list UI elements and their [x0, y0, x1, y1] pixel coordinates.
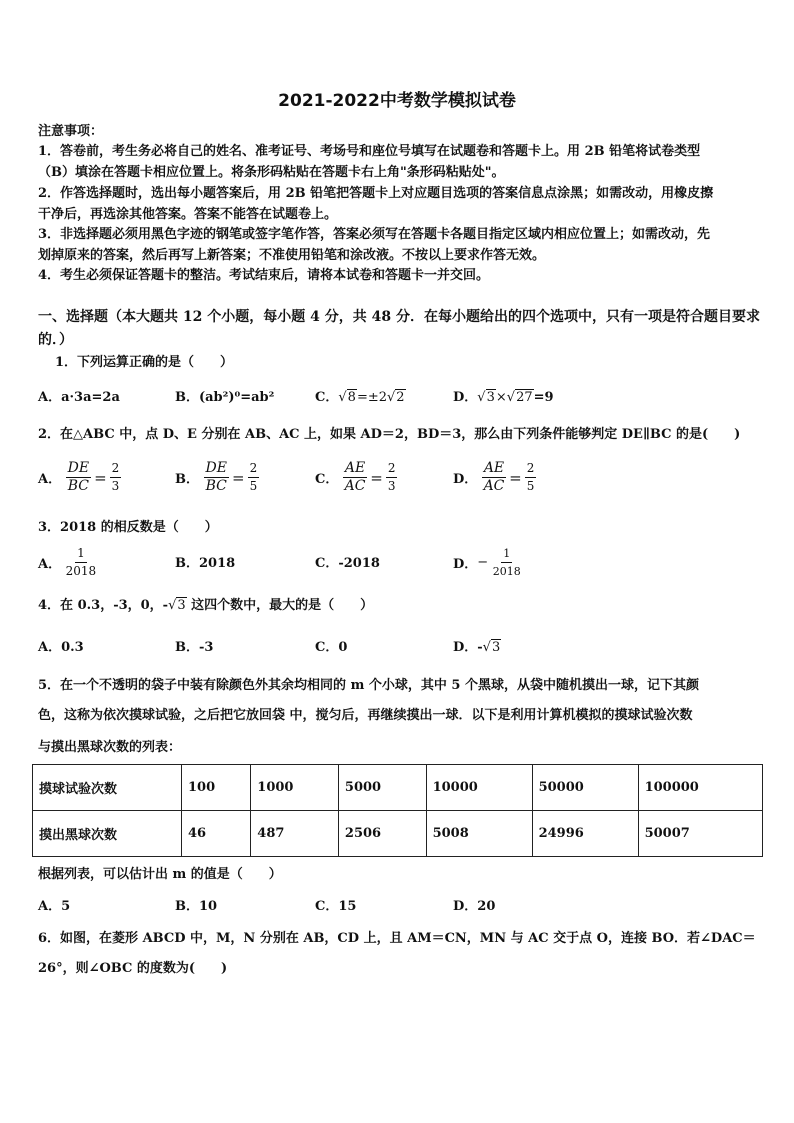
q1-option-b: B．(ab²)⁰=ab² — [175, 390, 275, 405]
table-cell: 摸出黑球次数 — [33, 811, 182, 857]
q5-option-a: A．5 — [38, 899, 71, 914]
question-6-line: 26°，则∠OBC 的度数为( ) — [38, 961, 228, 976]
table-cell: 46 — [182, 811, 251, 857]
table-cell: 5000 — [338, 765, 426, 811]
q4-option-b: B．-3 — [175, 640, 214, 655]
sqrt-sign: √3 — [168, 598, 186, 613]
q1-option-d: D．√3×√27=9 — [453, 388, 554, 408]
sqrt-sign: √2 — [387, 390, 405, 405]
q3-option-d: D．− $\frac{1}{2018}$ — [453, 547, 521, 578]
table-cell: 摸球试验次数 — [33, 765, 182, 811]
notice-heading: 注意事项： — [38, 124, 104, 139]
notice-line: 划掉原来的答案，然后再写上新答案；不准使用铅笔和涂改液。不按以上要求作答无效。 — [38, 248, 546, 263]
notice-line: 4．考生必须保证答题卡的整洁。考试结束后，请将本试卷和答题卡一并交回。 — [38, 268, 490, 283]
table-cell: 100 — [182, 765, 251, 811]
notice-line: 1．答卷前，考生务必将自己的姓名、准考证号、考场号和座位号填写在试题卷和答题卡上。用 2B 铅笔将试卷类型 — [38, 144, 701, 159]
q1-option-a: A．a·3a=2a — [38, 390, 120, 405]
table-cell: 24996 — [532, 811, 638, 857]
table-cell: 50000 — [532, 765, 638, 811]
q4-option-d: D．-√3 — [453, 638, 501, 658]
trial-table — [32, 764, 763, 857]
q2-option-a: A． $\frac{DE}{BC}$ = $\frac{2}{3}$ — [38, 460, 120, 494]
q2-option-d: D． $\frac{AE}{AC}$ = $\frac{2}{5}$ — [453, 460, 535, 494]
table-cell: 100000 — [638, 765, 762, 811]
table-row — [33, 765, 763, 811]
question-2-stem: 2．在△ABC 中，点 D、E 分别在 AB、AC 上，如果 AD＝2，BD＝3，那么由下列条件能够判定 DE∥BC 的是( ) — [38, 427, 741, 442]
q2-option-b: B． $\frac{DE}{BC}$ = $\frac{2}{5}$ — [175, 460, 258, 494]
notice-line: 2．作答选择题时，选出每小题答案后，用 2B 铅笔把答题卡上对应题目选项的答案信息点涂黑；如需改动，用橡皮擦 — [38, 186, 714, 201]
table-cell: 1000 — [251, 765, 339, 811]
q5-option-b: B．10 — [175, 899, 218, 914]
q4-option-a: A．0.3 — [38, 640, 84, 655]
question-5-line: 与摸出黑球次数的列表： — [38, 740, 182, 755]
table-cell: 2506 — [338, 811, 426, 857]
q5-option-c: C．15 — [315, 899, 357, 914]
q5-option-d: D．20 — [453, 899, 496, 914]
q3-option-a: A． $\frac{1}{2018}$ — [38, 546, 97, 578]
notice-line: （B）填涂在答题卡相应位置上。将条形码粘贴在答题卡右上角"条形码粘贴处"。 — [38, 165, 505, 180]
sqrt-sign: √27 — [506, 390, 533, 405]
q4-option-c: C．0 — [315, 640, 348, 655]
question-6-line: 6．如图，在菱形 ABCD 中，M，N 分别在 AB，CD 上，且 AM＝CN，MN 与 AC 交于点 O，连接 BO．若∠DAC＝ — [38, 931, 756, 946]
question-4-stem: 4．在 0.3，-3，0，-√3 这四个数中，最大的是（ ） — [38, 596, 373, 616]
sqrt-sign: √8 — [338, 390, 356, 405]
table-row — [33, 811, 763, 857]
table-cell: 50007 — [638, 811, 762, 857]
table-cell: 10000 — [426, 765, 532, 811]
question-1-stem: 1．下列运算正确的是（ ） — [55, 355, 234, 370]
table-cell: 487 — [251, 811, 339, 857]
sqrt-sign: √3 — [482, 640, 501, 655]
question-5-line: 色，这称为依次摸球试验，之后把它放回袋 中，搅匀后，再继续摸出一球．以下是利用计算机模拟的摸球试验次数 — [38, 708, 693, 723]
section-header-cont: 的．） — [38, 332, 73, 348]
section-header: 一、选择题（本大题共 12 个小题，每小题 4 分，共 48 分．在每小题给出的四个选项中，只有一项是符合题目要求 — [38, 309, 760, 325]
q3-option-b: B．2018 — [175, 556, 236, 571]
q3-option-c: C．-2018 — [315, 556, 380, 571]
q1-option-c: C．√8=±2√2 — [315, 388, 406, 408]
sqrt-sign: √3 — [477, 390, 495, 405]
page-title: 2021-2022中考数学模拟试卷 — [278, 91, 516, 111]
q2-option-c: C． $\frac{AE}{AC}$ = $\frac{2}{3}$ — [315, 460, 396, 494]
question-3-stem: 3．2018 的相反数是（ ） — [38, 520, 218, 535]
notice-line: 3．非选择题必须用黑色字迹的钢笔或签字笔作答，答案必须写在答题卡各题目指定区域内相应位置上；如需改动，先 — [38, 227, 711, 242]
notice-line: 干净后，再选涂其他答案。答案不能答在试题卷上。 — [38, 207, 338, 222]
question-5-line: 5．在一个不透明的袋子中装有除颜色外其余均相同的 m 个小球，其中 5 个黑球，从袋中随机摸出一球，记下其颜 — [38, 678, 699, 693]
question-5-prompt: 根据列表，可以估计出 m 的值是（ ） — [38, 867, 282, 882]
table-cell: 5008 — [426, 811, 532, 857]
